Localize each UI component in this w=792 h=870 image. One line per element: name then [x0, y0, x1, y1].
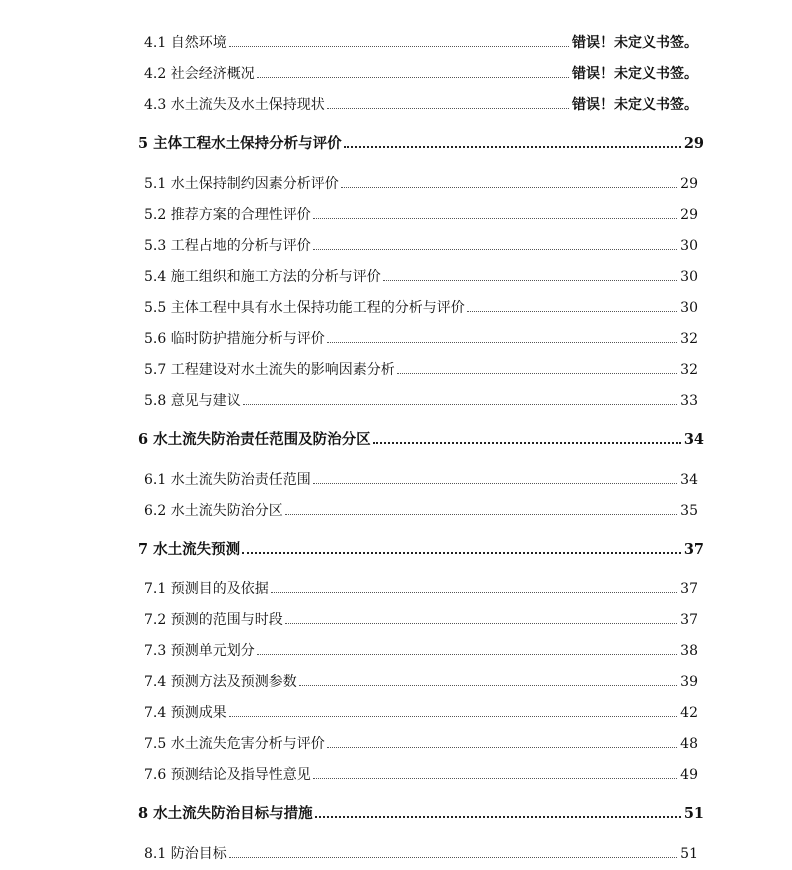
toc-entry[interactable]	[144, 609, 698, 631]
toc-entry-title: 7.2 预测的范围与时段	[144, 612, 283, 628]
toc-entry[interactable]	[144, 578, 698, 600]
toc-entry-page: 35	[680, 503, 698, 519]
dot-leader	[313, 248, 677, 250]
dot-leader	[229, 715, 677, 717]
toc-entry[interactable]	[144, 359, 698, 381]
toc-entry-page: 33	[680, 393, 698, 409]
dot-leader	[271, 591, 677, 593]
toc-chapter-entry[interactable]	[138, 429, 704, 451]
dot-leader	[229, 856, 677, 858]
toc-entry-page: 错误！未定义书签。	[572, 66, 698, 82]
dot-leader	[257, 653, 677, 655]
toc-entry[interactable]	[144, 204, 698, 226]
toc-entry-title: 7.4 预测成果	[144, 705, 227, 721]
toc-entry-page: 38	[680, 643, 698, 659]
toc-entry-title: 6.2 水土流失防治分区	[144, 503, 283, 519]
toc-entry-page: 37	[680, 581, 698, 597]
toc-entry-page: 49	[680, 767, 698, 783]
toc-entry[interactable]	[144, 390, 698, 412]
toc-entry-title: 5.4 施工组织和施工方法的分析与评价	[144, 269, 381, 285]
toc-entry-page: 30	[680, 238, 698, 254]
toc-entry-page: 29	[680, 207, 698, 223]
toc-entry[interactable]	[144, 640, 698, 662]
dot-leader	[344, 145, 681, 148]
dot-leader	[243, 403, 677, 405]
toc-entry-title: 5.5 主体工程中具有水土保持功能工程的分析与评价	[144, 300, 465, 316]
toc-chapter-entry[interactable]	[138, 133, 704, 155]
toc-entry[interactable]	[144, 266, 698, 288]
toc-entry[interactable]	[144, 297, 698, 319]
toc-entry-title: 7.1 预测目的及依据	[144, 581, 269, 597]
toc-entry[interactable]	[144, 733, 698, 755]
toc-chapter-title: 5 主体工程水土保持分析与评价	[138, 135, 342, 152]
toc-entry-page: 30	[680, 269, 698, 285]
toc-entry-page: 39	[680, 674, 698, 690]
toc-entry-title: 7.6 预测结论及指导性意见	[144, 767, 311, 783]
dot-leader	[285, 513, 677, 515]
toc-entry-title: 7.3 预测单元划分	[144, 643, 255, 659]
toc-entry[interactable]	[144, 500, 698, 522]
toc-entry-page: 48	[680, 736, 698, 752]
dot-leader	[313, 482, 677, 484]
toc-entry-page: 34	[680, 472, 698, 488]
toc-entry-page: 29	[680, 176, 698, 192]
toc-chapter-title: 6 水土流失防治责任范围及防治分区	[138, 431, 371, 448]
dot-leader	[229, 45, 569, 47]
toc-entry[interactable]	[144, 173, 698, 195]
dot-leader	[327, 107, 569, 109]
dot-leader	[313, 217, 677, 219]
dot-leader	[383, 279, 677, 281]
toc-entry-page: 30	[680, 300, 698, 316]
toc-entry-page: 32	[680, 331, 698, 347]
toc-entry[interactable]	[144, 764, 698, 786]
toc-entry[interactable]	[144, 32, 698, 54]
toc-entry[interactable]	[144, 671, 698, 693]
toc-entry[interactable]	[144, 328, 698, 350]
toc-entry-page: 37	[680, 612, 698, 628]
dot-leader	[242, 551, 681, 554]
toc-entry[interactable]	[144, 843, 698, 865]
toc-entry-page: 错误！未定义书签。	[572, 97, 698, 113]
toc-entry-page: 51	[680, 846, 698, 862]
toc-entry-title: 4.2 社会经济概况	[144, 66, 255, 82]
toc-chapter-entry[interactable]	[138, 803, 704, 825]
dot-leader	[299, 684, 677, 686]
dot-leader	[327, 341, 677, 343]
dot-leader	[327, 746, 677, 748]
toc-entry-title: 5.8 意见与建议	[144, 393, 241, 409]
dot-leader	[315, 815, 681, 818]
dot-leader	[373, 441, 681, 444]
toc-entry-title: 5.7 工程建设对水土流失的影响因素分析	[144, 362, 395, 378]
dot-leader	[313, 777, 677, 779]
toc-chapter-page: 51	[683, 805, 704, 822]
toc-entry-page: 42	[680, 705, 698, 721]
toc-entry-title: 5.6 临时防护措施分析与评价	[144, 331, 325, 347]
toc-chapter-entry[interactable]	[138, 539, 704, 561]
toc-chapter-page: 34	[683, 431, 704, 448]
toc-chapter-page: 29	[683, 135, 704, 152]
toc-chapter-page: 37	[683, 541, 704, 558]
toc-entry-title: 7.4 预测方法及预测参数	[144, 674, 297, 690]
toc-entry-page: 32	[680, 362, 698, 378]
toc-entry-title: 5.1 水土保持制约因素分析评价	[144, 176, 339, 192]
toc-entry-title: 6.1 水土流失防治责任范围	[144, 472, 311, 488]
toc-entry-title: 4.3 水土流失及水土保持现状	[144, 97, 325, 113]
toc-entry-title: 5.2 推荐方案的合理性评价	[144, 207, 311, 223]
toc-entry[interactable]	[144, 94, 698, 116]
toc-entry[interactable]	[144, 469, 698, 491]
toc-entry[interactable]	[144, 63, 698, 85]
toc-chapter-title: 8 水土流失防治目标与措施	[138, 805, 313, 822]
dot-leader	[397, 372, 677, 374]
dot-leader	[257, 76, 569, 78]
toc-entry-title: 5.3 工程占地的分析与评价	[144, 238, 311, 254]
dot-leader	[285, 622, 677, 624]
toc-entry[interactable]	[144, 702, 698, 724]
toc-entry-title: 7.5 水土流失危害分析与评价	[144, 736, 325, 752]
toc-entry-title: 4.1 自然环境	[144, 35, 227, 51]
toc-entry-title: 8.1 防治目标	[144, 846, 227, 862]
dot-leader	[467, 310, 677, 312]
toc-entry-page: 错误！未定义书签。	[572, 35, 698, 51]
dot-leader	[341, 186, 677, 188]
toc-chapter-title: 7 水土流失预测	[138, 541, 241, 558]
toc-entry[interactable]	[144, 235, 698, 257]
